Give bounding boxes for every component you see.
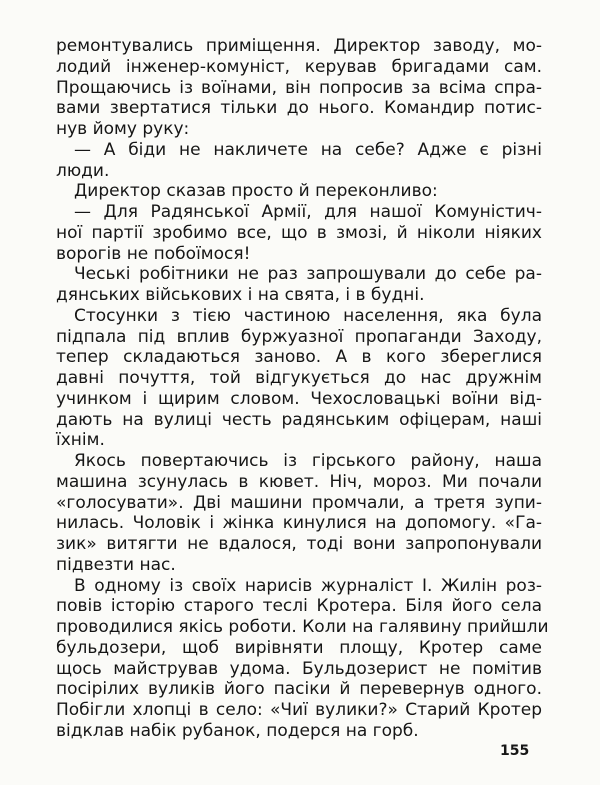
text-line: Якось повертаючись із гірського району, наша (74, 451, 542, 471)
text-line: учинком і щирим словом. Чехословацькі воїни від- (56, 388, 542, 409)
text-line: «голосувати». Дві машини промчали, а третя зупи- (56, 492, 542, 513)
text-line: ворогів не побоїмося! (56, 243, 251, 264)
text-line: нилась. Чоловік і жінка кинулися на допомогу. «Га- (56, 513, 542, 534)
text-line: машина зсунулась в кювет. Ніч, мороз. Ми почали (56, 471, 542, 492)
text-line: давні почуття, той відгукується до нас дружнім (56, 368, 542, 388)
text-line: Прощаючись із воїнами, він попросив за всіма спра- (56, 77, 542, 98)
text-line: посірілих вуликів його пасіки й перевернув одного. (56, 679, 542, 700)
body-text (56, 36, 549, 742)
text-line: щось майстрував удома. Бульдозерист не помітив (56, 658, 542, 679)
text-line: вами звертатися тільки до нього. Командир потис- (56, 98, 542, 119)
text-line: повів історію старого теслі Кротера. Біля його села (56, 596, 542, 617)
text-line: їхнім. (56, 430, 105, 451)
text-line: люди. (56, 160, 110, 181)
text-line: — А біди не накличете на себе? Адже є різні (74, 139, 542, 160)
text-line: Побігли хлопці в село: «Чиї вулики?» Старий Кротер (56, 700, 542, 720)
text-line: ремонтувались приміщення. Директор заводу, мо- (56, 36, 542, 56)
text-line: підпала під вплив буржуазної пропаганди Заходу, (56, 326, 542, 347)
text-line: ної партії зробимо все, що в змозі, й ніколи ніяких (56, 222, 542, 243)
text-line: проводилися якісь роботи. Коли на галявину прийшли (56, 617, 549, 637)
text-line: Стосунки з тією частиною населення, яка була (74, 305, 542, 326)
text-line: — Для Радянської Армії, для нашої Комуністич- (74, 202, 542, 222)
text-line: В одному із своїх нарисів журналіст І. Жилін роз- (74, 575, 542, 596)
text-line: зик» витягти не вдалося, тоді вони запропонували (56, 534, 542, 554)
text-line: підвезти нас. (56, 554, 176, 575)
text-line: відклав набік рубанок, подерся на горб. (56, 720, 419, 741)
text-line: нув йому руку: (56, 119, 190, 139)
text-line: дянських військових і на свята, і в будні. (56, 285, 425, 305)
text-line: лодий інженер-комуніст, керував бригадами сам. (56, 56, 542, 77)
text-line: бульдозери, щоб вирівняти площу, Кротер саме (56, 637, 542, 658)
text-line: Директор сказав просто й переконливо: (74, 181, 438, 202)
text-line: дають на вулиці честь радянським офіцерам, наші (56, 409, 542, 430)
page-number: 155 (500, 743, 530, 759)
text-line: Чеські робітники не раз запрошували до себе ра- (74, 264, 542, 285)
text-line: тепер складаються заново. А в кого збереглися (56, 347, 542, 368)
